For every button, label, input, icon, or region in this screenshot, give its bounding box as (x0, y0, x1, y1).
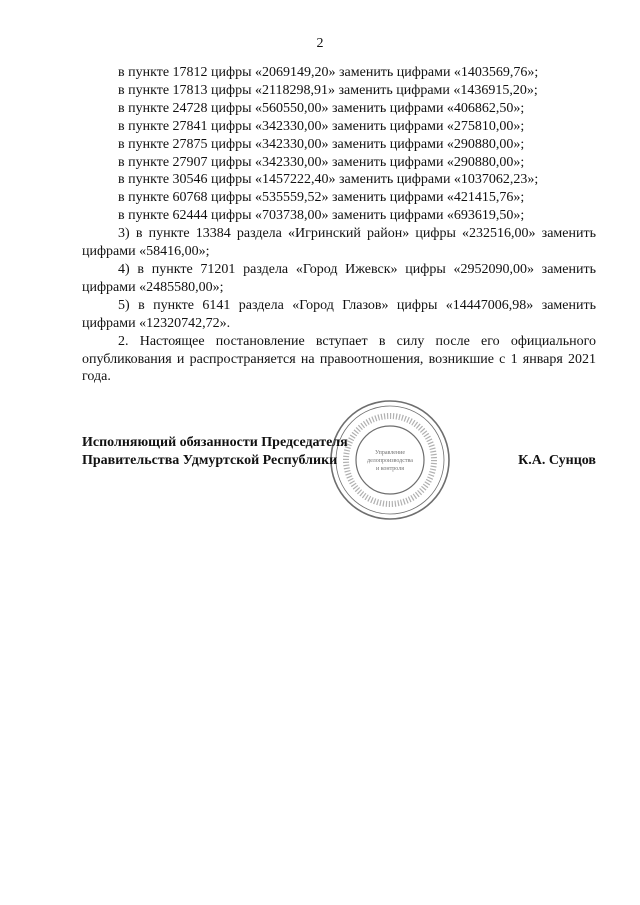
amendment-paragraph-3: 3) в пункте 13384 раздела «Игринский район» цифры «232516,00» заменить цифрами «58416,00»; (82, 226, 596, 260)
seal-center-text: Управление (374, 450, 406, 456)
amendment-line: в пункте 17812 цифры «2069149,20» заменить цифрами «1403569,76»; (118, 65, 539, 80)
seal-center-text: делопроизводства (367, 458, 413, 464)
amendment-paragraph-5: 5) в пункте 6141 раздела «Город Глазов» цифры «14447006,98» заменить цифрами «12320742,72». (82, 297, 596, 331)
amendment-line: в пункте 24728 цифры «560550,00» заменить цифрами «406862,50»; (118, 100, 525, 116)
signatory-title-line: Исполняющий обязанности Председателя (82, 435, 348, 450)
signatory-name: К.А. Сунцов (518, 453, 596, 468)
effective-date-paragraph: 2. Настоящее постановление вступает в силу после его официального опубликования и распространяется на правоотношения, возникшие с 1 января 2021 года. (82, 333, 596, 385)
signatory-title-line: Правительства Удмуртской Республики (82, 453, 338, 468)
amendment-line: в пункте 62444 цифры «703738,00» заменить цифрами «693619,50»; (118, 208, 525, 224)
signatory-title (82, 434, 348, 470)
seal-center-text: и контроля (376, 466, 404, 472)
amendment-line: в пункте 27841 цифры «342330,00» заменить цифрами «275810,00»; (118, 118, 525, 134)
amendment-line: в пункте 27907 цифры «342330,00» заменить цифрами «290880,00»; (118, 154, 525, 170)
document-body (82, 64, 596, 386)
amendment-paragraph-4: 4) в пункте 71201 раздела «Город Ижевск» цифры «2952090,00» заменить цифрами «2485580,00»; (82, 261, 596, 295)
amendment-line: в пункте 30546 цифры «1457222,40» заменить цифрами «1037062,23»; (118, 172, 539, 188)
amendment-line: в пункте 27875 цифры «342330,00» заменить цифрами «290880,00»; (118, 136, 525, 152)
page-number: 2 (316, 36, 324, 51)
amendment-line: в пункте 60768 цифры «535559,52» заменить цифрами «421415,76»; (118, 190, 525, 206)
amendment-line: в пункте 17813 цифры «2118298,91» заменить цифрами «1436915,20»; (118, 82, 538, 98)
